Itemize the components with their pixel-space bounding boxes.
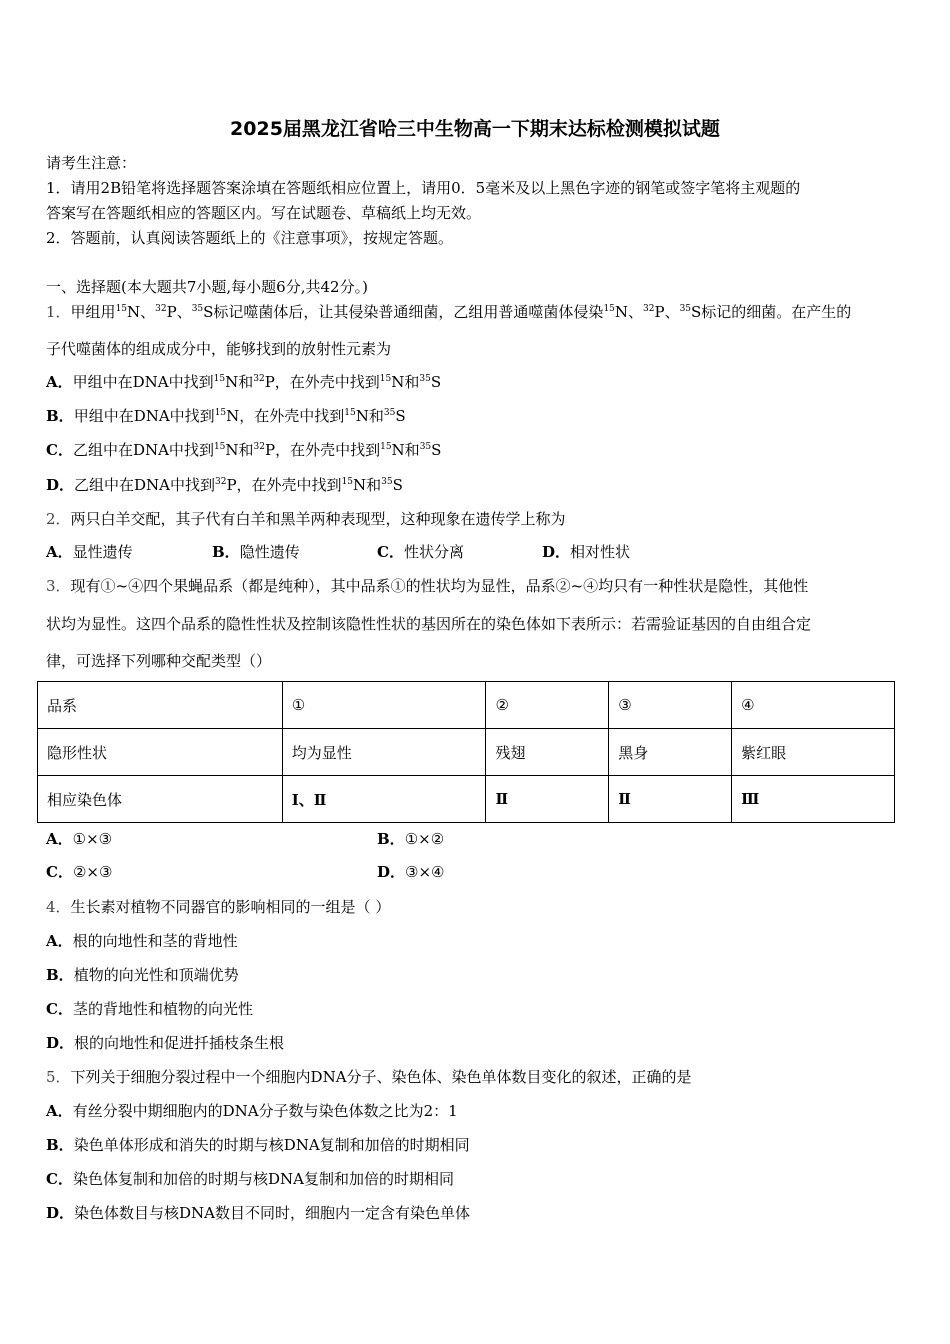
question-5-option-a: A．有丝分裂中期细胞内的DNA分子数与染色体数之比为2：1: [46, 1102, 458, 1120]
question-number: 5．: [46, 1068, 71, 1086]
question-1-option-d: D．乙组中在DNA中找到$^{32}$P，在外壳中找到$^{15}$N和$^{35}$S: [46, 476, 403, 494]
question-2-option-c: C．性状分离: [377, 543, 464, 561]
notice-heading: 请考生注意：: [46, 154, 137, 172]
table-cell: 黑身: [609, 729, 732, 776]
notice-item-2: 2．答题前，认真阅读答题纸上的《注意事项》，按规定答题。: [46, 229, 454, 247]
page-title: 2025届黑龙江省哈三中生物高一下期末达标检测模拟试题: [230, 118, 720, 140]
question-2-option-a: A．显性遗传: [46, 543, 133, 561]
table-cell: Ⅱ: [609, 776, 732, 823]
question-3-line-2: 状均为显性。这四个品系的隐性性状及控制该隐性性状的基因所在的染色体如下表所示：若需验证基因的自由组合定: [46, 615, 812, 633]
table-cell: ②: [486, 682, 609, 729]
question-2-option-d: D．相对性状: [542, 543, 631, 561]
question-4-option-a: A．根的向地性和茎的背地性: [46, 932, 238, 950]
table-cell: ③: [609, 682, 732, 729]
table-cell: Ⅰ、Ⅱ: [282, 776, 486, 823]
question-2-option-b: B．隐性遗传: [212, 543, 300, 561]
question-3-option-d: D．③×④: [377, 863, 445, 881]
question-5-option-c: C．染色体复制和加倍的时期与核DNA复制和加倍的时期相同: [46, 1170, 454, 1188]
question-3-option-a: A．①×③: [46, 830, 113, 848]
question-5-option-d: D．染色体数目与核DNA数目不同时，细胞内一定含有染色单体: [46, 1204, 471, 1222]
question-4-stem: 4．生长素对植物不同器官的影响相同的一组是（ ）: [46, 898, 391, 916]
table-cell: 残翅: [486, 729, 609, 776]
question-1-option-a: A．甲组中在DNA中找到$^{15}$N和$^{32}$P，在外壳中找到$^{15}$N和$^{35}$S: [46, 373, 442, 391]
table-row: [38, 682, 895, 729]
question-3-option-b: B．①×②: [377, 830, 445, 848]
question-3-line-3: 律，可选择下列哪种交配类型（）: [46, 652, 272, 670]
question-number: 1．: [46, 303, 71, 321]
table-row: [38, 776, 895, 823]
notice-item-1-line-2: 答案写在答题纸相应的答题区内。写在试题卷、草稿纸上均无效。: [46, 204, 482, 222]
table-cell: 隐形性状: [38, 729, 283, 776]
question-4-option-d: D．根的向地性和促进扦插枝条生根: [46, 1034, 285, 1052]
table-cell: 相应染色体: [38, 776, 283, 823]
question-number: 4．: [46, 898, 71, 916]
question-number: 3．: [46, 577, 71, 595]
question-5-option-b: B．染色单体形成和消失的时期与核DNA复制和加倍的时期相同: [46, 1136, 470, 1154]
table-cell: 品系: [38, 682, 283, 729]
table-cell: Ⅱ: [486, 776, 609, 823]
section-heading: 一、选择题(本大题共7小题,每小题6分,共42分。): [46, 278, 368, 296]
question-1-line-1: 1．甲组用$^{15}$N、$^{32}$P、$^{35}$S标记噬菌体后，让其侵染普通细菌，乙组用普通噬菌体侵染$^{15}$N、$^{32}$P、$^{35}$S标记的细菌。在产生的: [46, 303, 852, 321]
table-cell: ①: [282, 682, 486, 729]
table-cell: 均为显性: [282, 729, 486, 776]
notice-item-1-line-1: 1．请用2B铅笔将选择题答案涂填在答题纸相应位置上，请用0．5毫米及以上黑色字迹的钢笔或签字笔将主观题的: [46, 179, 801, 197]
table-cell: 紫红眼: [732, 729, 895, 776]
question-1-line-2: 子代噬菌体的组成成分中，能够找到的放射性元素为: [46, 340, 392, 358]
question-1-option-c: C．乙组中在DNA中找到$^{15}$N和$^{32}$P，在外壳中找到$^{15}$N和$^{35}$S: [46, 441, 442, 459]
question-3-option-c: C．②×③: [46, 863, 113, 881]
question-5-stem: 5．下列关于细胞分裂过程中一个细胞内DNA分子、染色体、染色单体数目变化的叙述，正确的是: [46, 1068, 692, 1086]
question-4-option-c: C．茎的背地性和植物的向光性: [46, 1000, 253, 1018]
question-1-option-b: B．甲组中在DNA中找到$^{15}$N，在外壳中找到$^{15}$N和$^{35}$S: [46, 407, 406, 425]
strain-table: [37, 681, 895, 823]
table-cell: Ⅲ: [732, 776, 895, 823]
question-3-line-1: 3．现有①~④四个果蝇品系（都是纯种），其中品系①的性状均为显性，品系②~④均只有一种性状是隐性，其他性: [46, 577, 809, 595]
question-2-stem: 2．两只白羊交配，其子代有白羊和黑羊两种表现型，这种现象在遗传学上称为: [46, 510, 566, 528]
table-cell: ④: [732, 682, 895, 729]
table-row: [38, 729, 895, 776]
question-4-option-b: B．植物的向光性和顶端优势: [46, 966, 239, 984]
question-number: 2．: [46, 510, 71, 528]
